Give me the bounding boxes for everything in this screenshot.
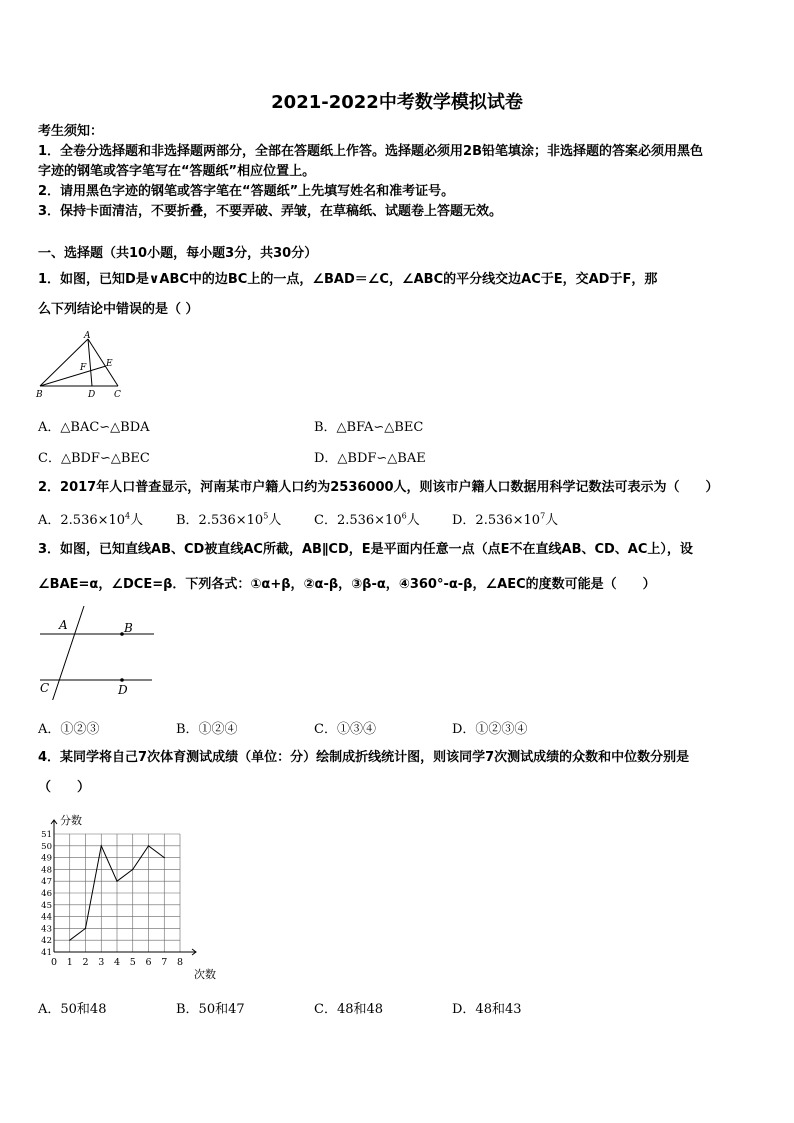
- x-tick-label: 8: [176, 957, 184, 968]
- y-tick-label: 49: [41, 853, 52, 864]
- q2-option-a-label: A．2.536×10: [38, 513, 126, 528]
- q2-option-a-exp: 4: [125, 511, 131, 521]
- q4-option-b[interactable]: B．50和47: [176, 1002, 245, 1017]
- q2-option-a[interactable]: [38, 509, 143, 528]
- fig-label-e: E: [106, 359, 113, 369]
- q2-option-c-exp: 6: [401, 511, 407, 521]
- fig-label-c: C: [40, 681, 50, 695]
- notice-item: 字迹的钢笔或答字笔写在“答题纸”相应位置上。: [38, 164, 316, 179]
- x-tick-label: 6: [145, 957, 152, 968]
- fig-label-d: D: [88, 390, 96, 400]
- y-tick-label: 50: [41, 841, 52, 852]
- data-point: [132, 869, 133, 870]
- x-axis-label: 次数: [194, 968, 216, 981]
- x-tick-label: 0: [50, 957, 58, 968]
- q3-option-d[interactable]: D．①②③④: [452, 722, 528, 737]
- x-tick-label: 3: [98, 957, 105, 968]
- question-1-text: 1．如图，已知D是∨ABC中的边BC上的一点，∠BAD＝∠C，∠ABC的平分线交边AC于E，交AD于F，那: [38, 272, 658, 287]
- notice-heading: 考生须知：: [38, 124, 104, 139]
- y-tick-label: 48: [41, 865, 52, 876]
- q3-parallel-lines-figure: [34, 604, 158, 700]
- q2-option-b[interactable]: [176, 509, 281, 528]
- data-point: [148, 845, 149, 846]
- fig-label-a: A: [84, 331, 91, 341]
- y-tick-label: 44: [41, 912, 52, 923]
- y-tick-label: 43: [41, 924, 52, 935]
- question-2-text: 2．2017年人口普查显示，河南某市户籍人口约为2536000人，则该市户籍人口数据用科学记数法可表示为（ ）: [38, 480, 719, 495]
- data-point: [69, 940, 70, 941]
- fig-label-c: C: [114, 390, 121, 400]
- q3-option-a[interactable]: A．①②③: [38, 722, 100, 737]
- data-point: [101, 845, 102, 846]
- notice-item: 3．保持卡面清洁，不要折叠，不要弄破、弄皱，在草稿纸、试题卷上答题无效。: [38, 204, 503, 219]
- q1-triangle-figure: [34, 330, 134, 402]
- q2-option-c-unit: 人: [406, 513, 420, 528]
- fig-label-d: D: [118, 683, 128, 697]
- q1-option-b[interactable]: B．△BFA∽△BEC: [314, 420, 424, 435]
- q2-option-a-unit: 人: [130, 513, 144, 528]
- x-tick-label: 7: [161, 957, 168, 968]
- y-tick-label: 45: [41, 900, 52, 911]
- page-title: 2021-2022中考数学模拟试卷: [271, 92, 523, 113]
- fig-label-b: B: [36, 390, 43, 400]
- q2-option-d-exp: 7: [540, 511, 546, 521]
- q1-option-d[interactable]: D．△BDF∽△BAE: [314, 451, 426, 466]
- q1-option-a[interactable]: A．△BAC∽△BDA: [38, 420, 150, 435]
- data-point: [164, 857, 165, 858]
- score-line-chart: [34, 806, 224, 986]
- q2-option-d[interactable]: [452, 509, 558, 528]
- fig-label-f: F: [80, 363, 87, 373]
- q3-option-b[interactable]: B．①②④: [176, 722, 238, 737]
- q2-option-b-exp: 5: [263, 511, 269, 521]
- x-tick-label: 4: [113, 957, 121, 968]
- q4-option-a[interactable]: A．50和48: [38, 1002, 107, 1017]
- q2-option-b-unit: 人: [268, 513, 282, 528]
- fig-label-a: A: [59, 618, 68, 632]
- y-tick-label: 46: [41, 889, 52, 899]
- y-tick-label: 42: [41, 936, 52, 947]
- q2-option-b-label: B．2.536×10: [176, 513, 264, 528]
- y-tick-label: 47: [41, 877, 52, 888]
- q1-option-c[interactable]: C．△BDF∽△BEC: [38, 451, 150, 466]
- x-tick-label: 5: [129, 957, 136, 968]
- x-tick-label: 1: [66, 957, 73, 968]
- question-3-text: 3．如图，已知直线AB、CD被直线AC所截，AB∥CD，E是平面内任意一点（点E不在直线AB、CD、AC上），设: [38, 542, 693, 557]
- section-heading: 一、选择题（共10小题，每小题3分，共30分）: [38, 246, 318, 261]
- fig-label-b: B: [124, 621, 133, 635]
- q2-option-c[interactable]: [314, 509, 420, 528]
- y-axis-label: 分数: [60, 814, 82, 827]
- y-tick-label: 41: [41, 948, 52, 958]
- q2-option-d-unit: 人: [545, 513, 559, 528]
- q4-option-d[interactable]: D．48和43: [452, 1002, 522, 1017]
- y-tick-label: 51: [41, 830, 52, 840]
- data-point: [85, 928, 86, 929]
- question-4-text-cont: （ ）: [38, 780, 91, 795]
- notice-item: 2．请用黑色字迹的钢笔或答字笔在“答题纸”上先填写姓名和准考证号。: [38, 184, 455, 199]
- data-point: [116, 881, 117, 882]
- question-1-text-cont: 么下列结论中错误的是（ ）: [38, 302, 199, 317]
- q2-option-c-label: C．2.536×10: [314, 513, 402, 528]
- question-3-text-cont: ∠BAE=α，∠DCE=β．下列各式：①α+β，②α-β，③β-α，④360°-α-β，∠AEC的度数可能是（ ）: [38, 577, 656, 592]
- q4-option-c[interactable]: C．48和48: [314, 1002, 384, 1017]
- notice-item: 1．全卷分选择题和非选择题两部分，全部在答题纸上作答。选择题必须用2B铅笔填涂；非选择题的答案必须用黑色: [38, 144, 704, 159]
- q3-option-c[interactable]: C．①③④: [314, 722, 376, 737]
- q2-option-d-label: D．2.536×10: [452, 513, 541, 528]
- x-tick-label: 2: [82, 957, 89, 968]
- question-4-text: 4．某同学将自己7次体育测试成绩（单位：分）绘制成折线统计图，则该同学7次测试成绩的众数和中位数分别是: [38, 750, 690, 765]
